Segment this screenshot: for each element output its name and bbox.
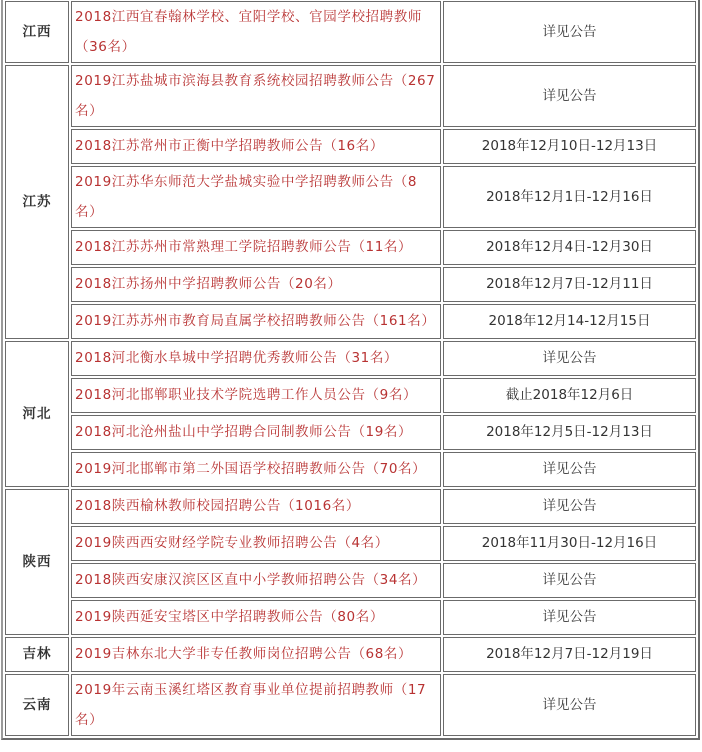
table-row <box>5 304 696 339</box>
application-date-cell: 2018年12月7日-12月19日 <box>443 637 696 672</box>
announcement-title-cell <box>71 526 441 561</box>
application-date-cell: 详见公告 <box>443 489 696 524</box>
announcement-link[interactable]: 2018陕西安康汉滨区区直中小学教师招聘公告（34名） <box>75 572 427 588</box>
table-row <box>5 341 696 376</box>
announcement-title-cell <box>71 415 441 450</box>
announcement-title-cell <box>71 230 441 265</box>
announcement-title-cell <box>71 129 441 164</box>
table-row <box>5 378 696 413</box>
application-date-cell: 截止2018年12月6日 <box>443 378 696 413</box>
announcement-link[interactable]: 2019江苏华东师范大学盐城实验中学招聘教师公告（8名） <box>75 174 418 220</box>
announcement-title-cell <box>71 304 441 339</box>
announcement-title-cell <box>71 563 441 598</box>
province-cell: 河北 <box>5 341 69 487</box>
table-row <box>5 489 696 524</box>
announcement-title-cell <box>71 378 441 413</box>
announcement-link[interactable]: 2018河北邯郸职业技术学院选聘工作人员公告（9名） <box>75 387 418 403</box>
application-date-cell: 2018年11月30日-12月16日 <box>443 526 696 561</box>
recruitment-table-body <box>5 1 696 736</box>
application-date-cell: 详见公告 <box>443 65 696 127</box>
announcement-title-cell <box>71 166 441 228</box>
application-date-cell: 2018年12月7日-12月11日 <box>443 267 696 302</box>
announcement-link[interactable]: 2019江苏苏州市教育局直属学校招聘教师公告（161名） <box>75 313 436 329</box>
announcement-title-cell <box>71 65 441 127</box>
table-row <box>5 65 696 127</box>
announcement-link[interactable]: 2019江苏盐城市滨海县教育系统校园招聘教师公告（267名） <box>75 73 436 119</box>
announcement-link[interactable]: 2019河北邯郸市第二外国语学校招聘教师公告（70名） <box>75 461 427 477</box>
table-row <box>5 674 696 736</box>
announcement-title-cell <box>71 637 441 672</box>
announcement-link[interactable]: 2018陕西榆林教师校园招聘公告（1016名） <box>75 498 361 514</box>
announcement-title-cell <box>71 267 441 302</box>
announcement-title-cell <box>71 600 441 635</box>
announcement-link[interactable]: 2019吉林东北大学非专任教师岗位招聘公告（68名） <box>75 646 413 662</box>
table-row <box>5 452 696 487</box>
page-wrapper <box>1 0 701 740</box>
announcement-title-cell <box>71 1 441 63</box>
table-row <box>5 563 696 598</box>
province-cell: 吉林 <box>5 637 69 672</box>
recruitment-table <box>1 0 700 740</box>
table-row <box>5 1 696 63</box>
application-date-cell: 详见公告 <box>443 341 696 376</box>
announcement-link[interactable]: 2018江苏扬州中学招聘教师公告（20名） <box>75 276 342 292</box>
announcement-link[interactable]: 2018河北沧州盐山中学招聘合同制教师公告（19名） <box>75 424 413 440</box>
application-date-cell: 2018年12月10日-12月13日 <box>443 129 696 164</box>
application-date-cell: 详见公告 <box>443 674 696 736</box>
application-date-cell: 详见公告 <box>443 452 696 487</box>
announcement-link[interactable]: 2018江苏苏州市常熟理工学院招聘教师公告（11名） <box>75 239 413 255</box>
province-cell: 云南 <box>5 674 69 736</box>
announcement-title-cell <box>71 341 441 376</box>
table-row <box>5 230 696 265</box>
table-row <box>5 637 696 672</box>
application-date-cell: 详见公告 <box>443 563 696 598</box>
announcement-title-cell <box>71 674 441 736</box>
application-date-cell: 2018年12月14-12月15日 <box>443 304 696 339</box>
table-row <box>5 415 696 450</box>
table-row <box>5 526 696 561</box>
province-cell: 江西 <box>5 1 69 63</box>
application-date-cell: 2018年12月5日-12月13日 <box>443 415 696 450</box>
announcement-link[interactable]: 2018江西宜春翰林学校、宜阳学校、官园学校招聘教师（36名） <box>75 9 422 55</box>
announcement-title-cell <box>71 452 441 487</box>
announcement-link[interactable]: 2019陕西延安宝塔区中学招聘教师公告（80名） <box>75 609 384 625</box>
application-date-cell: 2018年12月4日-12月30日 <box>443 230 696 265</box>
announcement-link[interactable]: 2019年云南玉溪红塔区教育事业单位提前招聘教师（17名） <box>75 682 427 728</box>
province-cell: 陕西 <box>5 489 69 635</box>
table-row <box>5 267 696 302</box>
application-date-cell: 2018年12月1日-12月16日 <box>443 166 696 228</box>
application-date-cell: 详见公告 <box>443 600 696 635</box>
announcement-title-cell <box>71 489 441 524</box>
announcement-link[interactable]: 2018江苏常州市正衡中学招聘教师公告（16名） <box>75 138 384 154</box>
table-row <box>5 600 696 635</box>
announcement-link[interactable]: 2018河北衡水阜城中学招聘优秀教师公告（31名） <box>75 350 399 366</box>
table-row <box>5 166 696 228</box>
announcement-link[interactable]: 2019陕西西安财经学院专业教师招聘公告（4名） <box>75 535 389 551</box>
province-cell: 江苏 <box>5 65 69 339</box>
application-date-cell: 详见公告 <box>443 1 696 63</box>
table-row <box>5 129 696 164</box>
